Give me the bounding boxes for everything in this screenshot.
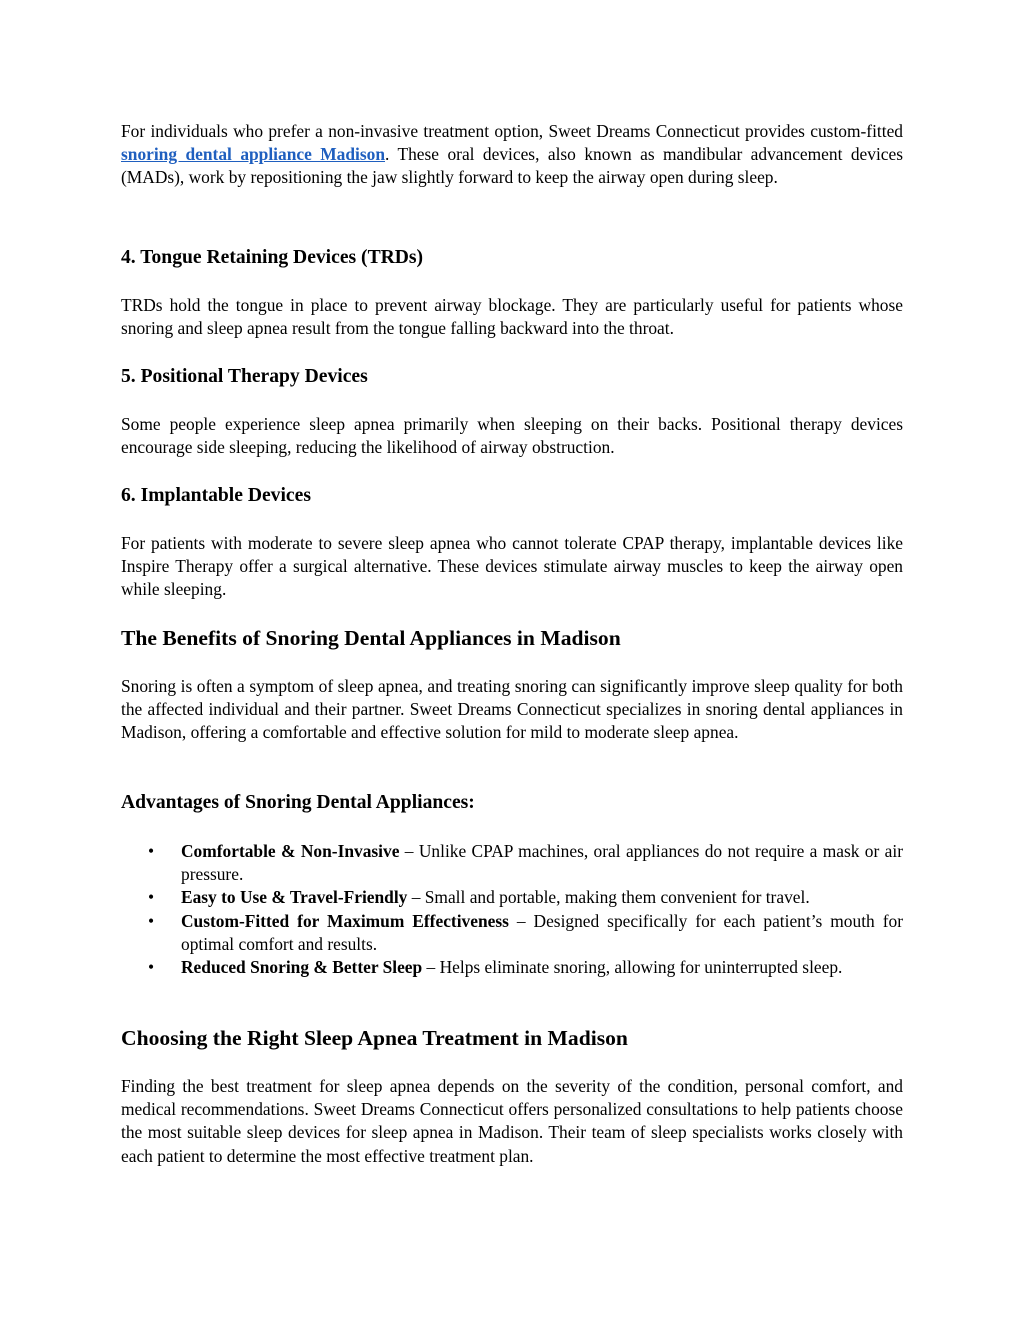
heading-implantable-devices: 6. Implantable Devices — [121, 485, 311, 506]
intro-text-after-link: . These oral devices, also known as mandibular advancement devices (MADs), work by repositioning the jaw slightly forward to keep the airway open during sleep. — [121, 144, 903, 188]
paragraph-tongue-retaining-devices: TRDs hold the tongue in place to prevent airway blockage. They are particularly useful for patients whose snoring and sleep apnea result from the tongue falling backward into the throat. — [121, 295, 903, 339]
advantage-term: Reduced Snoring & Better Sleep — [181, 957, 423, 978]
bullet-icon: • — [148, 957, 155, 978]
paragraph-implantable-devices: For patients with moderate to severe sleep apnea who cannot tolerate CPAP therapy, implantable devices like Inspire Therapy offer a surgical alternative. These devices stimulate airway muscles to keep the airway open while sleeping. — [121, 533, 903, 600]
advantages-list — [121, 840, 903, 979]
intro-text-before-link: For individuals who prefer a non-invasive treatment option, Sweet Dreams Connecticut provides custom-fitted — [121, 121, 903, 141]
heading-positional-therapy-devices: 5. Positional Therapy Devices — [121, 366, 368, 387]
list-item — [121, 886, 903, 909]
intro-paragraph — [121, 120, 903, 190]
advantage-term: Comfortable & Non-Invasive — [181, 841, 400, 861]
heading-tongue-retaining-devices: 4. Tongue Retaining Devices (TRDs) — [121, 247, 424, 268]
advantage-term: Easy to Use & Travel-Friendly — [181, 887, 408, 908]
paragraph-positional-therapy-devices: Some people experience sleep apnea primarily when sleeping on their backs. Positional therapy devices encourage side sleeping, reducing the likelihood of airway obstruction. — [121, 414, 903, 458]
heading-choosing-treatment: Choosing the Right Sleep Apnea Treatment in Madison — [121, 1026, 628, 1050]
heading-advantages: Advantages of Snoring Dental Appliances: — [121, 792, 475, 813]
advantage-term: Custom-Fitted for Maximum Effectiveness — [181, 910, 509, 931]
list-item — [121, 840, 903, 886]
heading-benefits: The Benefits of Snoring Dental Appliances in Madison — [121, 626, 621, 650]
advantage-description: – Helps eliminate snoring, allowing for uninterrupted sleep. — [422, 957, 843, 978]
advantage-description: – Designed specifically for each patient’s mouth for optimal comfort and results. — [181, 910, 903, 954]
paragraph-choosing-treatment: Finding the best treatment for sleep apnea depends on the severity of the condition, personal comfort, and medical recommendations. Sweet Dreams Connecticut offers personalized consultations to help patients choose the most suitable sleep devices for sleep apnea in Madison. Their team of sleep specialists works closely with each patient to determine the most effective treatment plan. — [121, 1076, 903, 1166]
list-item — [121, 910, 903, 956]
snoring-dental-appliance-madison-link[interactable]: snoring dental appliance Madison — [121, 144, 386, 165]
advantage-description: – Small and portable, making them convenient for travel. — [407, 887, 810, 908]
list-item — [121, 956, 903, 979]
bullet-icon: • — [148, 910, 155, 931]
bullet-icon: • — [148, 841, 155, 861]
paragraph-benefits: Snoring is often a symptom of sleep apnea, and treating snoring can significantly improve sleep quality for both the affected individual and their partner. Sweet Dreams Connecticut specializes in snoring dental appliances in Madison, offering a comfortable and effective solution for mild to moderate sleep apnea. — [121, 676, 903, 743]
bullet-icon: • — [148, 887, 155, 908]
advantage-description: – Unlike CPAP machines, oral appliances do not require a mask or air pressure. — [181, 841, 903, 885]
